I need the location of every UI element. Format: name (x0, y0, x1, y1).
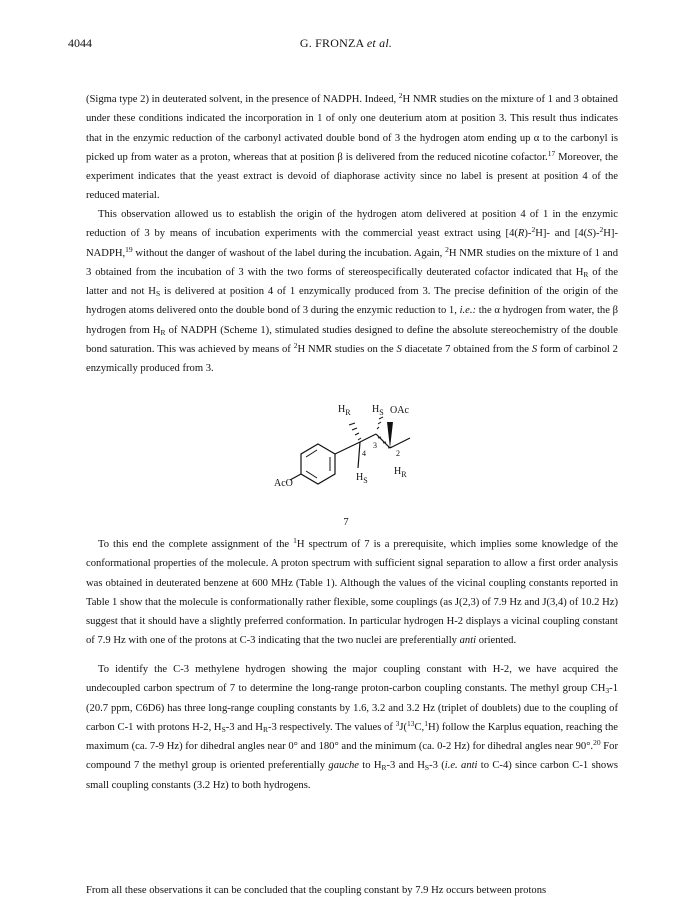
text-segment: 2 (531, 225, 536, 235)
label-c2: 2 (396, 449, 400, 458)
text-segment: S (221, 724, 226, 734)
text-segment: For compound 7 the methyl group is oriented preferentially (86, 741, 618, 772)
text-segment: )- (524, 228, 532, 240)
text-segment: 17 (547, 148, 556, 158)
text-segment: -3 and H (225, 721, 263, 733)
text-segment: 13 (406, 718, 415, 728)
text-segment: Moreover, the experiment indicates that the yeast extract is devoid of diaphorase activity since no label is present at position 4 of the reduced material. (86, 151, 618, 202)
text-segment: )- (592, 228, 600, 240)
paragraph-3 (86, 535, 618, 651)
text-segment: H) follow the Karplus equation, reaching the maximum (ca. 7-9 Hz) for dihedral angles near 0° and 180° and the minimum (ca. 0-2 Hz) for dihedral angles near 90°. (86, 721, 618, 753)
paragraph-2 (86, 205, 618, 379)
text-segment: H NMR studies on the mixture of 1 and 3 obtained under these conditions indicated the incorporation in 1 of only one deuterium atom at position 3. This result thus indicates that in the enzymic reduction of the carbonyl activated double bond of 3 the hydrogen atom ending up α to the carbonyl is picked up from water as a proton, whereas that at position β is delivered from the reduced nicotine cofactor. (86, 94, 618, 163)
text-segment: (Sigma type 2) in deuterated solvent, in the presence of NADPH. Indeed, (86, 94, 399, 105)
paragraph-1 (86, 90, 618, 206)
text-segment: -1 (20.7 ppm, C6D6) has three long-range coupling constants by 1.6, 3.2 and 3.2 Hz (triplet of doublets) due to the coupling of carbon C-1 with protons H-2, H (86, 683, 618, 733)
label-aco: AcO (274, 478, 293, 489)
page-number: 4044 (68, 36, 92, 50)
text-segment: R (160, 327, 166, 337)
text-segment: 2 (398, 91, 403, 100)
text-segment: 2 (599, 225, 604, 235)
text-segment: 1 (293, 536, 297, 545)
text-segment: diacetate 7 obtained from the (401, 344, 532, 356)
text-segment: 2 (445, 244, 449, 254)
text-segment: To this end the complete assignment of the (98, 539, 294, 550)
label-h-r-bottom: $H_R$ (394, 466, 407, 479)
text-segment: To identify the C-3 methylene hydrogen showing the major coupling constant with H-2, we have acquired the undecoupled carbon spectrum of 7 to determine the long-range proton-carbon coupling constants. The methyl group CH (86, 664, 618, 695)
text-segment: to C-4) since carbon C-1 shows small coupling constants (3.2 Hz) to both hydrogens. (86, 760, 618, 791)
running-head (0, 36, 692, 51)
text-segment: R (381, 763, 387, 773)
chemical-structure-scheme (250, 400, 460, 515)
text-segment: H]- and [4( (535, 228, 588, 240)
label-c3: 3 (373, 441, 377, 450)
label-h-s-top: $H_S$ (372, 404, 384, 417)
text-segment: S (587, 228, 593, 240)
text-segment: without the danger of washout of the label during the incubation. Again, (132, 247, 446, 259)
label-h-s-bottom: $H_S$ (356, 472, 368, 485)
text-segment: i.e. anti (444, 760, 478, 772)
label-h-r-top: $H_R$ (338, 404, 351, 417)
text-segment: 20 (593, 738, 601, 748)
text-segment: H spectrum of 7 is a prerequisite, which implies some knowledge of the conformational properties of the molecule. A proton spectrum with sufficient signal separation to allow a first order analysis was obtained in deuterated benzene at 600 MHz (Table 1). Although the values of the vicinal coupling constants reported in Table 1 show that the molecule is conformationally rather flexible, some couplings (as J(2,3) of 7.9 Hz and J(3,4) of 10.2 Hz) suggest that it should have a slightly preferred conformation. In particular hydrogen H-2 displays a vicinal coupling constant of 7.9 Hz with one of the protons at C-3 indicating that the two nuclei are preferentially (86, 539, 618, 647)
text-segment: S (396, 344, 402, 356)
text-segment: 19 (125, 244, 133, 254)
paragraph-4 (86, 660, 618, 795)
text-segment: C, (414, 721, 425, 733)
text-segment: of the latter and not H (86, 266, 618, 298)
text-segment: of NADPH (Scheme 1), stimulated studies designed to define the absolute stereochemistry of the double bond saturation. This was achieved by means of (86, 324, 618, 356)
text-segment: anti (459, 635, 477, 647)
text-segment: S (424, 763, 430, 773)
compound-number: 7 (343, 517, 349, 528)
text-segment: 3 (605, 686, 610, 696)
text-segment: From all these observations it can be concluded that the coupling constant by 7.9 Hz occurs between protons (86, 885, 547, 896)
text-segment: 1 (424, 718, 428, 728)
paragraph-5 (86, 881, 618, 900)
text-segment: H NMR studies on the mixture of 1 and 3 obtained from the incubation of 3 with the two forms of stereospecifically deuterated cofactor indicated that H (86, 247, 618, 278)
text-segment: H NMR studies on the (297, 344, 397, 356)
text-segment: R (583, 269, 589, 279)
text-segment: oriented. (476, 635, 517, 647)
running-head-author: G. FRONZA (299, 36, 364, 50)
text-segment: form of carbinol 2 enzymically produced from 3. (86, 344, 618, 375)
text-segment: S (531, 344, 538, 356)
text-segment: 3 (395, 718, 400, 728)
label-c4: 4 (362, 449, 366, 458)
text-segment: R (517, 228, 525, 240)
text-segment: gauche (328, 760, 359, 772)
text-segment: the α hydrogen from water, the β hydrogen from H (86, 305, 618, 336)
running-head-etal: et al. (366, 36, 393, 50)
text-segment: to H (359, 760, 382, 772)
text-segment: This observation allowed us to establish the origin of the hydrogen atom delivered at position 4 of 1 in the enzymic reduction of 3 by means of incubation experiments with the commercial yeast extract using [4( (86, 209, 618, 240)
text-segment: H]-NADPH, (86, 228, 618, 259)
text-segment: i.e.: (459, 305, 477, 317)
text-segment: -3 ( (429, 760, 445, 772)
text-segment: is delivered at position 4 of 1 enzymically produced from 3. The precise definition of the origin of the hydrogen atoms delivered onto the double bond of 3 during the enzymic reduction to 1, (86, 286, 618, 317)
text-segment: S (155, 289, 161, 299)
text-segment: 2 (293, 341, 298, 351)
text-segment: R (262, 724, 268, 734)
text-segment: -3 and H (386, 760, 425, 772)
text-segment: -3 respectively. The values of (267, 721, 396, 733)
label-oac: OAc (390, 405, 409, 416)
wedge-bond (387, 422, 393, 448)
text-segment: J( (399, 721, 407, 733)
